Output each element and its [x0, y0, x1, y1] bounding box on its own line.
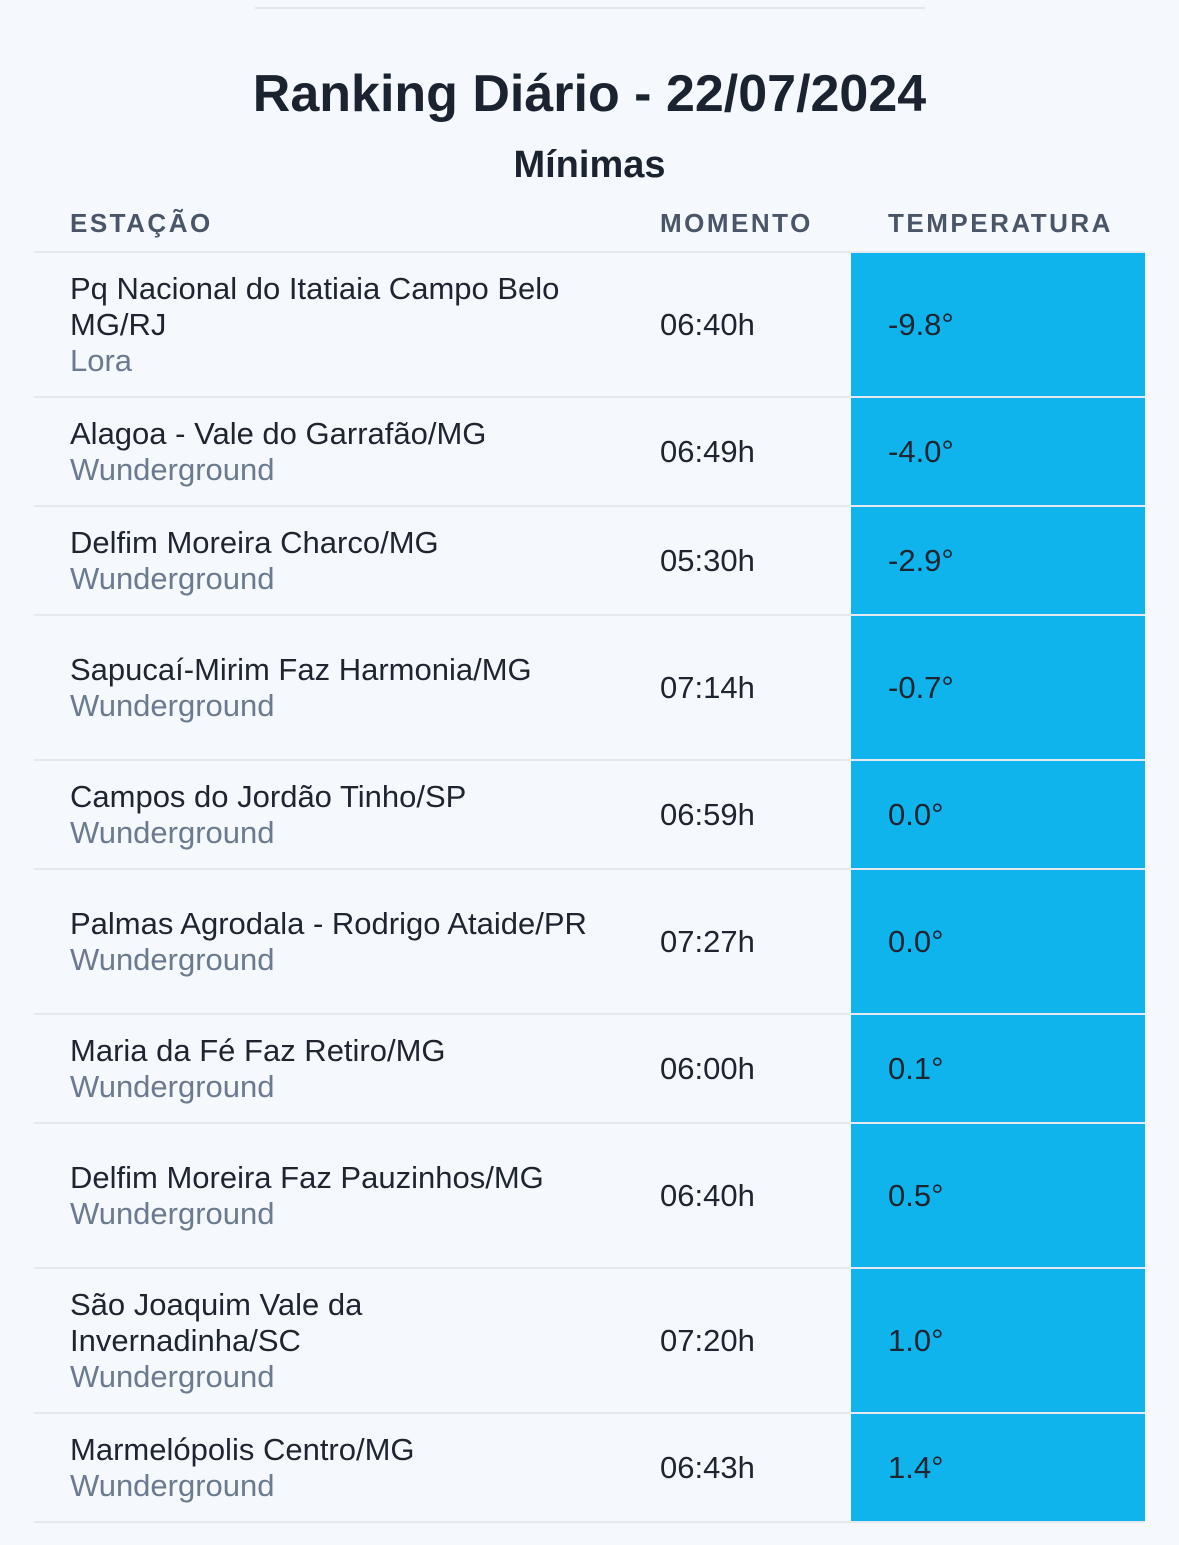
station-name: Maria da Fé Faz Retiro/MG [70, 1032, 446, 1068]
table-row [34, 1015, 1145, 1124]
temperature-value: -2.9° [888, 542, 954, 578]
moment-cell: 06:59h [660, 796, 755, 832]
station-cell [70, 779, 590, 851]
station-name: Sapucaí-Mirim Faz Harmonia/MG [70, 651, 532, 687]
top-divider [255, 7, 925, 9]
station-cell [70, 1033, 590, 1105]
station-cell [70, 652, 590, 724]
table-row [34, 1124, 1145, 1269]
temperature-cell [851, 398, 1145, 505]
station-name: São Joaquim Vale da Invernadinha/SC [70, 1286, 363, 1358]
table-row [34, 1269, 1145, 1414]
station-cell [70, 1432, 590, 1504]
table-row [34, 616, 1145, 761]
moment-cell: 05:30h [660, 542, 755, 578]
temperature-value: 0.5° [888, 1177, 944, 1213]
moment-cell: 06:49h [660, 433, 755, 469]
table-header [34, 196, 1145, 253]
temperature-value: 1.0° [888, 1322, 944, 1358]
temperature-cell [851, 507, 1145, 614]
station-source: Wunderground [70, 560, 275, 596]
station-name: Alagoa - Vale do Garrafão/MG [70, 415, 487, 451]
page-title: Ranking Diário - 22/07/2024 [252, 65, 927, 123]
page-subtitle: Mínimas [513, 144, 666, 186]
station-source: Lora [70, 342, 133, 378]
temperature-cell [851, 616, 1145, 759]
temperature-cell [851, 1015, 1145, 1122]
table-row [34, 1414, 1145, 1523]
station-source: Wunderground [70, 1467, 275, 1503]
station-source: Wunderground [70, 687, 275, 723]
temperature-value: 1.4° [888, 1449, 944, 1485]
temperature-cell [851, 253, 1145, 396]
temperature-value: -0.7° [888, 669, 954, 705]
table-row [34, 507, 1145, 616]
station-source: Wunderground [70, 451, 275, 487]
ranking-table [34, 253, 1145, 1523]
station-name: Delfim Moreira Charco/MG [70, 524, 439, 560]
table-row [34, 398, 1145, 507]
station-source: Wunderground [70, 1068, 275, 1104]
table-row [34, 253, 1145, 398]
station-cell [70, 525, 590, 597]
station-cell [70, 1160, 590, 1232]
station-name: Marmelópolis Centro/MG [70, 1431, 415, 1467]
temperature-cell [851, 870, 1145, 1013]
table-row [34, 761, 1145, 870]
station-name: Delfim Moreira Faz Pauzinhos/MG [70, 1159, 544, 1195]
moment-cell: 07:20h [660, 1322, 755, 1358]
moment-cell: 06:43h [660, 1449, 755, 1485]
temperature-value: -4.0° [888, 433, 954, 469]
temperature-cell [851, 1414, 1145, 1521]
moment-cell: 06:00h [660, 1050, 755, 1086]
column-header-station: ESTAÇÃO [70, 208, 213, 238]
table-row [34, 870, 1145, 1015]
column-header-temperature: TEMPERATURA [888, 208, 1113, 238]
station-source: Wunderground [70, 1358, 275, 1394]
temperature-value: 0.0° [888, 796, 944, 832]
moment-cell: 07:27h [660, 923, 755, 959]
station-name: Pq Nacional do Itatiaia Campo Belo MG/RJ [70, 270, 560, 342]
station-source: Wunderground [70, 941, 275, 977]
temperature-cell [851, 1124, 1145, 1267]
moment-cell: 06:40h [660, 1177, 755, 1213]
column-header-moment: MOMENTO [660, 208, 813, 238]
station-cell [70, 1287, 590, 1395]
station-name: Campos do Jordão Tinho/SP [70, 778, 467, 814]
station-name: Palmas Agrodala - Rodrigo Ataide/PR [70, 905, 587, 941]
station-cell [70, 906, 590, 978]
temperature-value: 0.0° [888, 923, 944, 959]
temperature-value: -9.8° [888, 306, 954, 342]
moment-cell: 06:40h [660, 306, 755, 342]
temperature-cell [851, 761, 1145, 868]
moment-cell: 07:14h [660, 669, 755, 705]
station-source: Wunderground [70, 814, 275, 850]
station-cell [70, 416, 590, 488]
station-source: Wunderground [70, 1195, 275, 1231]
temperature-value: 0.1° [888, 1050, 944, 1086]
temperature-cell [851, 1269, 1145, 1412]
station-cell [70, 271, 590, 379]
